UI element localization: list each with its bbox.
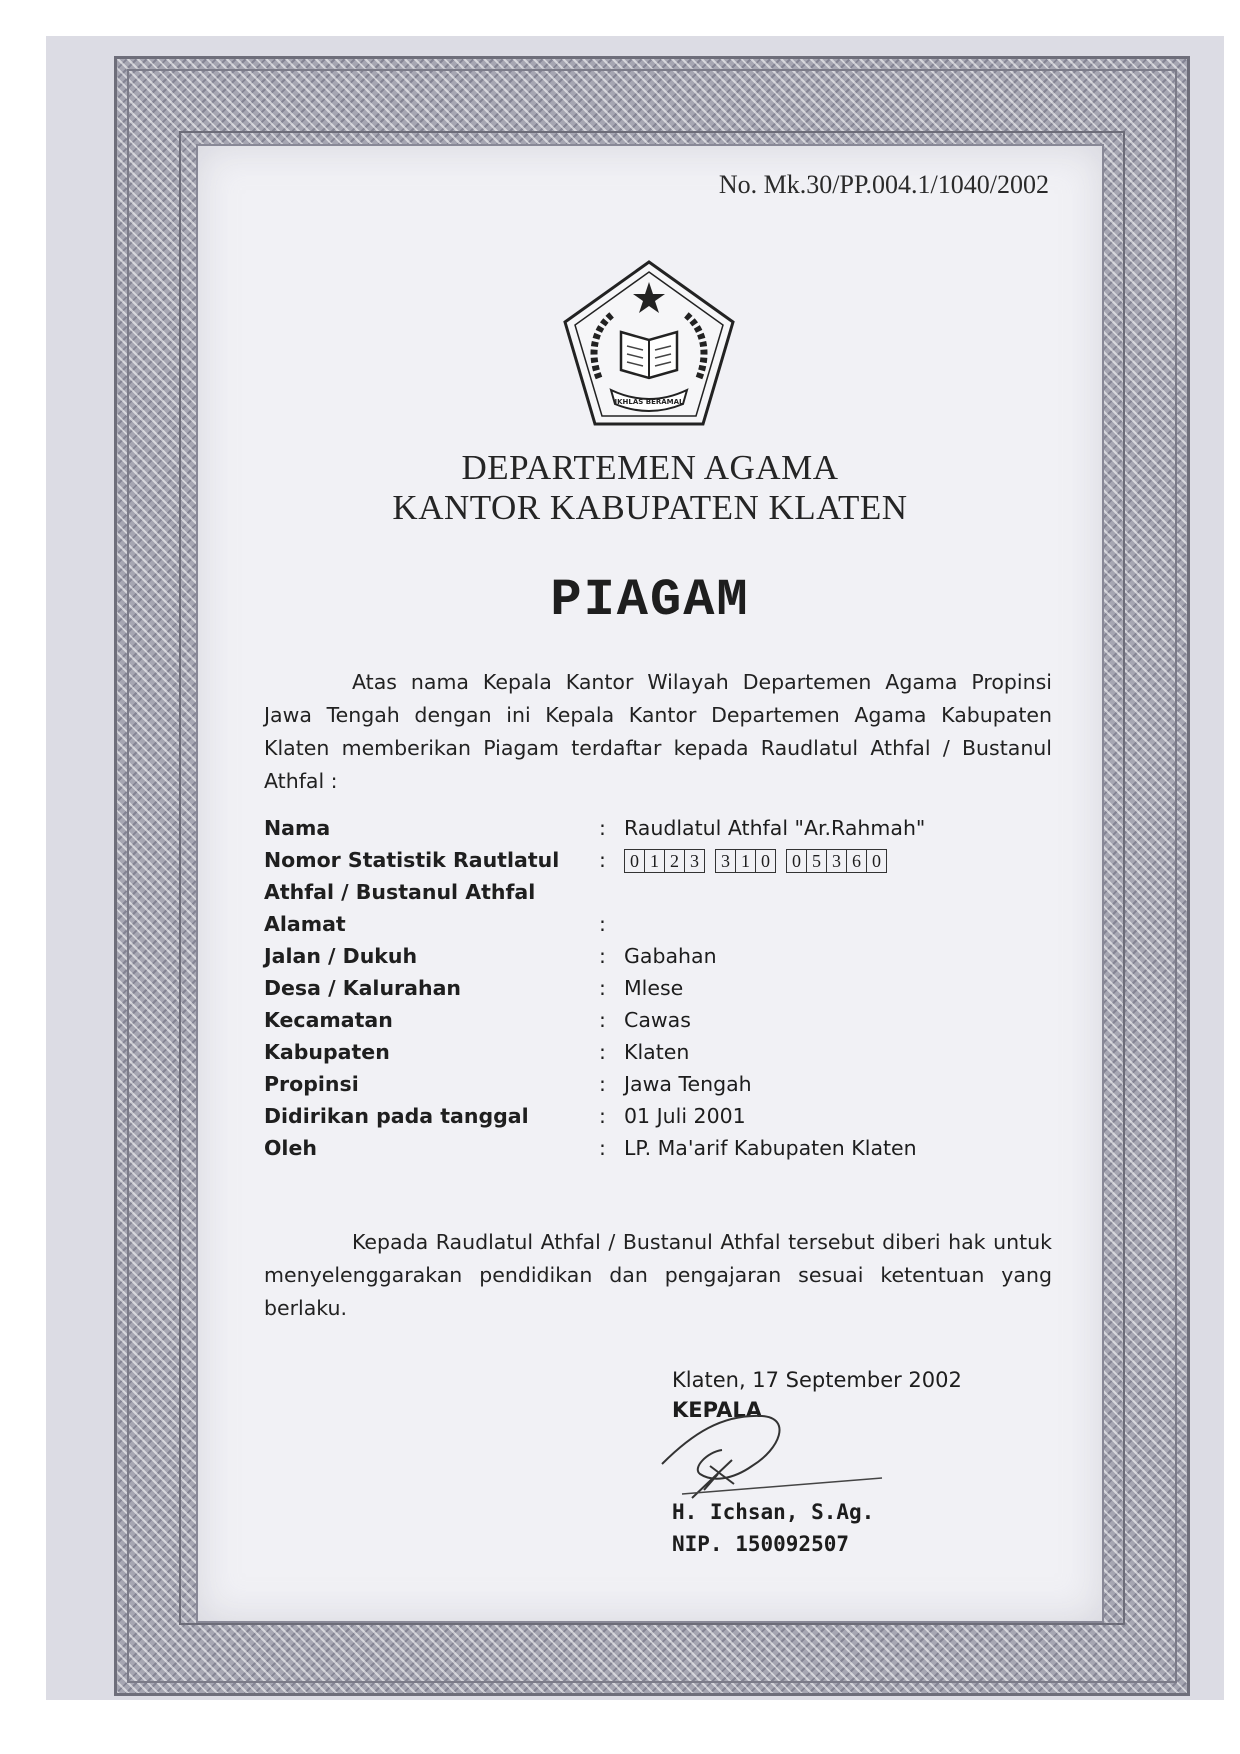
field-row-nomor-statistik xyxy=(264,844,1064,876)
field-colon: : xyxy=(599,1072,606,1096)
digit-box: 3 xyxy=(827,850,847,872)
field-value: Cawas xyxy=(624,1008,691,1032)
field-colon: : xyxy=(599,1136,606,1160)
field-row-didirikan xyxy=(264,1100,1064,1132)
digit-group xyxy=(786,849,887,873)
digit-box: 1 xyxy=(736,850,756,872)
digit-box: 0 xyxy=(625,850,645,872)
field-value: Raudlatul Athfal "Ar.Rahmah" xyxy=(624,816,926,840)
statistic-number-boxes xyxy=(624,849,887,873)
digit-box: 5 xyxy=(807,850,827,872)
field-colon: : xyxy=(599,1104,606,1128)
field-value: Gabahan xyxy=(624,944,717,968)
field-colon: : xyxy=(599,1040,606,1064)
signer-role: KEPALA xyxy=(672,1398,762,1422)
digit-box: 2 xyxy=(665,850,685,872)
field-label: Didirikan pada tanggal xyxy=(264,1104,529,1128)
field-value: 01 Juli 2001 xyxy=(624,1104,746,1128)
digit-box: 6 xyxy=(847,850,867,872)
field-row-desa xyxy=(264,972,1064,1004)
field-value: LP. Ma'arif Kabupaten Klaten xyxy=(624,1136,917,1160)
field-value: Mlese xyxy=(624,976,684,1000)
intro-paragraph: Atas nama Kepala Kantor Wilayah Departemen Agama Propinsi Jawa Tengah dengan ini Kepala Kantor Departemen Agama Kabupaten Klaten memberikan Piagam terdaftar kepada Raudlatul Athfal / Bustanul Athfal : xyxy=(264,670,1052,793)
handwritten-signature xyxy=(652,1394,902,1504)
signer-name: H. Ichsan, S.Ag. xyxy=(672,1500,875,1524)
field-row-nama xyxy=(264,812,1064,844)
field-label: Desa / Kalurahan xyxy=(264,976,462,1000)
office-name: KANTOR KABUPATEN KLATEN xyxy=(392,488,908,527)
field-label: Alamat xyxy=(264,912,346,936)
signer-nip: NIP. 150092507 xyxy=(672,1532,850,1556)
digit-group xyxy=(624,849,705,873)
department-name: DEPARTEMEN AGAMA xyxy=(461,448,839,487)
field-colon: : xyxy=(599,944,606,968)
digit-box: 3 xyxy=(716,850,736,872)
digit-group xyxy=(715,849,776,873)
field-label: Propinsi xyxy=(264,1072,359,1096)
field-row-nomor-statistik-cont xyxy=(264,876,1064,908)
document-number: No. Mk.30/PP.004.1/1040/2002 xyxy=(718,170,1049,199)
field-row-alamat xyxy=(264,908,1064,940)
field-row-oleh xyxy=(264,1132,1064,1164)
field-row-propinsi xyxy=(264,1068,1064,1100)
digit-box: 0 xyxy=(787,850,807,872)
field-row-kabupaten xyxy=(264,1036,1064,1068)
field-colon: : xyxy=(599,976,606,1000)
field-label: Nama xyxy=(264,816,331,840)
field-label: Athfal / Bustanul Athfal xyxy=(264,880,536,904)
kementerian-agama-emblem-icon xyxy=(559,258,739,430)
field-row-kecamatan xyxy=(264,1004,1064,1036)
field-value: Jawa Tengah xyxy=(624,1072,752,1096)
field-row-jalan xyxy=(264,940,1064,972)
field-value: Klaten xyxy=(624,1040,690,1064)
field-colon: : xyxy=(599,912,606,936)
field-label: Jalan / Dukuh xyxy=(264,944,418,968)
field-colon: : xyxy=(599,848,606,872)
certificate-title: PIAGAM xyxy=(550,571,750,630)
field-colon: : xyxy=(599,816,606,840)
digit-box: 0 xyxy=(761,851,770,871)
field-label: Kecamatan xyxy=(264,1008,393,1032)
certificate-body xyxy=(196,144,1104,1623)
field-label: Oleh xyxy=(264,1136,317,1160)
svg-text:IKHLAS BERAMAL: IKHLAS BERAMAL xyxy=(614,398,684,406)
digit-box: 3 xyxy=(690,851,699,871)
place-date: Klaten, 17 September 2002 xyxy=(672,1368,962,1392)
digit-box: 0 xyxy=(872,851,881,871)
field-label: Kabupaten xyxy=(264,1040,390,1064)
field-label: Nomor Statistik Rautlatul xyxy=(264,848,560,872)
field-colon: : xyxy=(599,1008,606,1032)
closing-paragraph: Kepada Raudlatul Athfal / Bustanul Athfal tersebut diberi hak untuk menyelenggarakan pendidikan dan pengajaran sesuai ketentuan yang berlaku. xyxy=(264,1230,1052,1320)
digit-box: 1 xyxy=(645,850,665,872)
